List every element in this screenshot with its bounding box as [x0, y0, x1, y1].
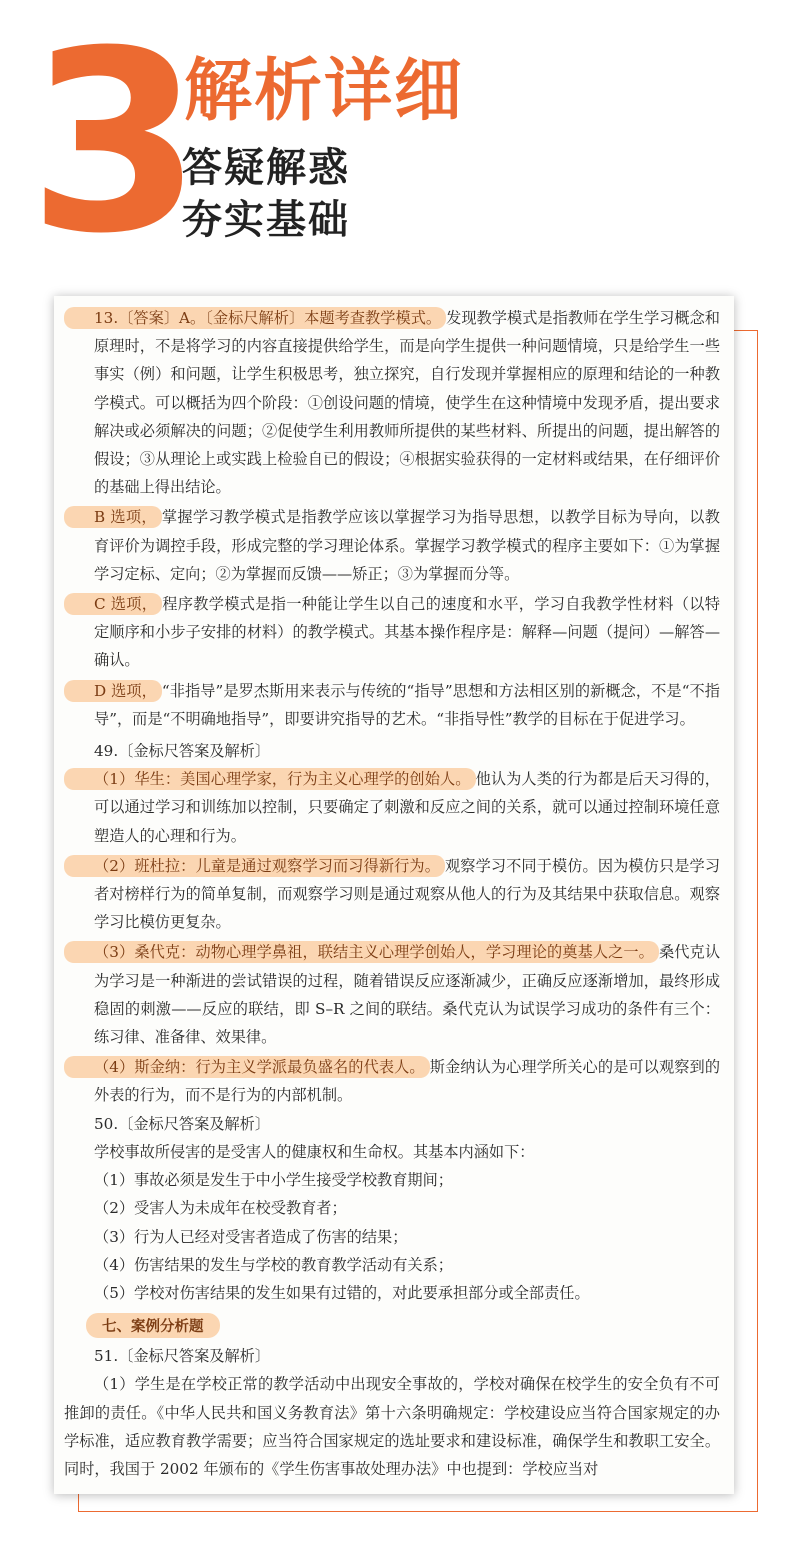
q49-item-2-text: 观察学习不同于模仿。因为模仿只是学习者对榜样行为的简单复制，而观察学习则是通过观察从他人的行为及其结果中获取信息。观察学习比模仿更复杂。	[94, 856, 721, 932]
q49-item-1-text: 他认为人类的行为都是后天习得的，可以通过学习和训练加以控制，只要确定了刺激和反应之间的关系，就可以通过控制环境任意塑造人的心理和行为。	[94, 770, 720, 845]
q50-item: （4）伤害结果的发生与学校的教育教学活动有关系；	[94, 1255, 453, 1274]
q49-item-4-text: 斯金纳认为心理学所关心的是可以观察到的外表的行为，而不是行为的内部机制。	[94, 1058, 721, 1105]
option-c-label: C 选项，	[64, 593, 162, 615]
q50-intro: 学校事故所侵害的是受害人的健康权和生命权。其基本内涵如下：	[94, 1142, 535, 1161]
hero-subtitle-line2: 夯实基础	[182, 197, 350, 243]
q49-item-3-text: 桑代克认为学习是一种渐进的尝试错误的过程，随着错误反应逐渐减少，正确反应逐渐增加，最终形成稳固的刺激——反应的联结，即 S–R 之间的联结。桑代克认为试误学习成功的条件有三个：练习律、准备律、效果律。	[94, 943, 721, 1047]
section-heading-case-analysis: 七、案例分析题	[86, 1313, 220, 1338]
q49-item-4-highlight: （4）斯金纳：行为主义学派最负盛名的代表人。	[64, 1056, 430, 1078]
q13-paragraph	[64, 304, 720, 501]
q50-item: （3）行为人已经对受害者造成了伤害的结果；	[94, 1227, 408, 1246]
option-b-label: B 选项，	[64, 506, 162, 528]
option-d-label: D 选项，	[64, 680, 162, 702]
q50-item: （2）受害人为未成年在校受教育者；	[94, 1199, 347, 1218]
q49-item-4	[64, 1053, 720, 1109]
q13-option-d	[64, 677, 720, 733]
q49-item-3	[64, 938, 720, 1051]
q50-item: （5）学校对伤害结果的发生如果有过错的，对此要承担部分或全部责任。	[94, 1283, 590, 1302]
q50-title: 50.〔金标尺答案及解析〕	[94, 1114, 271, 1133]
hero-title: 解析详细	[184, 52, 465, 131]
hero-number: 3	[28, 0, 196, 288]
q49-item-1	[64, 765, 720, 850]
q49-item-2	[64, 852, 720, 937]
q49-title: 49.〔金标尺答案及解析〕	[94, 742, 271, 761]
q13-option-c	[64, 590, 720, 675]
q49-item-2-highlight: （2）班杜拉：儿童是通过观察学习而习得新行为。	[64, 855, 445, 877]
q51-title: 51.〔金标尺答案及解析〕	[94, 1347, 271, 1366]
q50-item: （1）事故必须是发生于中小学生接受学校教育期间；	[94, 1171, 453, 1190]
q13-highlight: 13.〔答案〕A。〔金标尺解析〕本题考查教学模式。	[64, 307, 446, 329]
q13-text: 发现教学模式是指教师在学生学习概念和原理时，不是将学习的内容直接提供给学生，而是向学生提供一种问题情境，只是给学生一些事实（例）和问题，让学生积极思考，独立探究，自行发现并掌握相应的原理和结论的一种教学模式。可以概括为四个阶段：①创设问题的情境，使学生在这种情境中发现矛盾，提出要求解决或必须解决的问题；②促使学生利用教师所提供的某些材料、所提出的问题，提出解答的假设；③从理论上或实践上检验自已的假设；④根据实验获得的一定材料或结果，在仔细评价的基础上得出结论。	[94, 309, 720, 497]
q51-text: （1）学生是在学校正常的教学活动中出现安全事故的，学校对确保在校学生的安全负有不可推卸的责任。《中华人民共和国义务教育法》第十六条明确规定：学校建设应当符合国家规定的办学标准，适应教育教学需要；应当符合国家规定的选址要求和建设标准，确保学生和教职工安全。同时，我国于 2002 年颁布的《学生伤害事故处理办法》中也提到：学校应当对	[64, 1375, 720, 1478]
option-b-text: 掌握学习教学模式是指教学应该以掌握学习为指导思想，以教学目标为导向，以教育评价为调控手段，形成完整的学习理论体系。掌握学习教学模式的程序主要如下：①为掌握学习定标、定向；②为掌握而反馈——矫正；③为掌握而分等。	[94, 508, 720, 583]
q13-option-b	[64, 503, 720, 588]
hero-subtitle-line1: 答疑解惑	[182, 145, 350, 191]
option-c-text: 程序教学模式是指一种能让学生以自己的速度和水平，学习自我教学性材料（以特定顺序和小步子安排的材料）的教学模式。其基本操作程序是：解释—问题（提问）—解答—确认。	[94, 595, 720, 670]
document-page	[54, 296, 734, 1494]
option-d-text: “非指导”是罗杰斯用来表示与传统的“指导”思想和方法相区别的新概念，不是“不指导”，而是“不明确地指导”，即要讲究指导的艺术。“非指导性”教学的目标在于促进学习。	[94, 681, 720, 728]
q49-item-3-highlight: （3）桑代克：动物心理学鼻祖，联结主义心理学创始人，学习理论的奠基人之一。	[64, 941, 659, 963]
q49-item-1-highlight: （1）华生：美国心理学家，行为主义心理学的创始人。	[64, 768, 476, 790]
